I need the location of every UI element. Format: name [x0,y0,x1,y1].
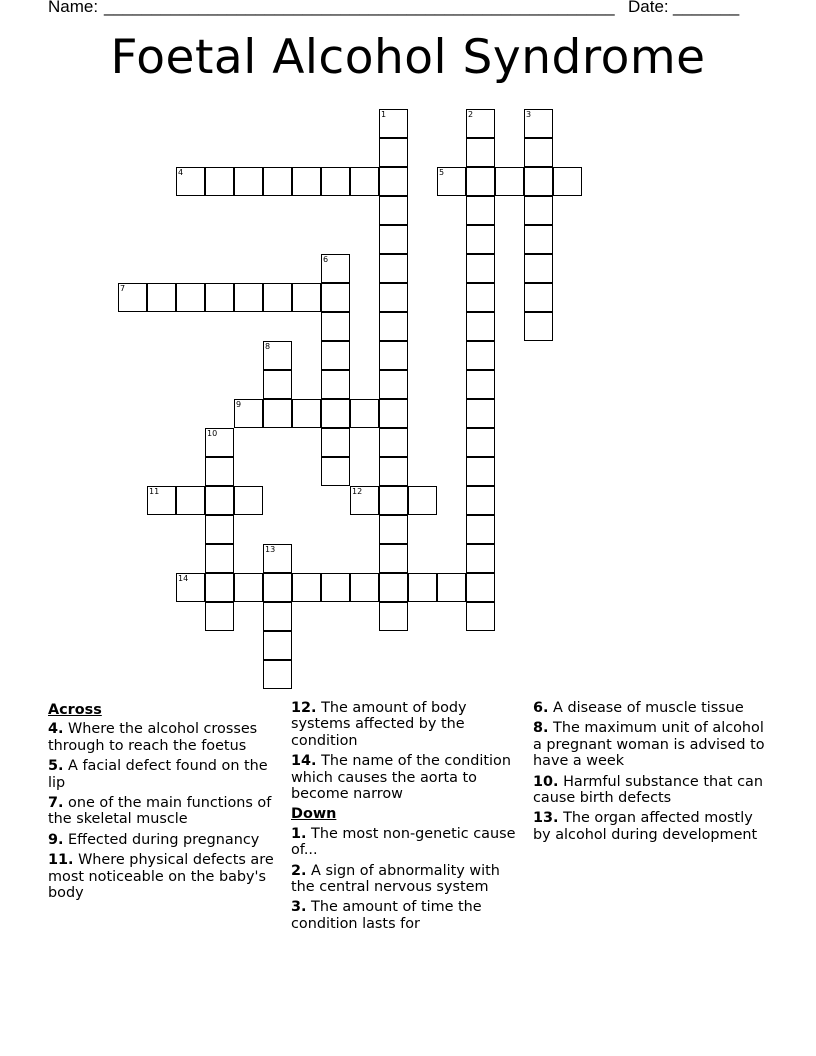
grid-cell[interactable] [321,399,350,428]
grid-cell[interactable] [379,399,408,428]
clue-number-label: 5. [48,758,64,775]
grid-cell[interactable] [176,283,205,312]
grid-cell[interactable] [350,167,379,196]
grid-cell[interactable] [466,428,495,457]
clue-item [291,753,523,802]
clue-text: Effected during pregnancy [63,831,260,848]
grid-cell[interactable] [205,428,234,457]
date-field[interactable]: _______ [673,0,740,16]
grid-cell[interactable] [176,573,205,602]
grid-cell[interactable] [205,515,234,544]
grid-cell[interactable] [524,196,553,225]
grid-cell[interactable] [524,254,553,283]
clues-column-3 [533,700,773,847]
clue-number-label: 9. [48,831,64,848]
clue-text: Where the alcohol crosses through to reach the foetus [48,721,258,754]
clue-text: A facial defect found on the lip [48,758,268,791]
grid-cell[interactable] [379,457,408,486]
grid-cell[interactable] [292,399,321,428]
grid-cell[interactable] [524,312,553,341]
clue-text: The amount of body systems affected by the condition [291,700,467,749]
clue-number: 10 [207,429,218,438]
grid-cell[interactable] [321,254,350,283]
grid-cell[interactable] [524,138,553,167]
grid-cell[interactable] [263,631,292,660]
clue-item [48,832,280,848]
grid-cell[interactable] [466,312,495,341]
grid-cell[interactable] [118,283,147,312]
grid-cell[interactable] [379,225,408,254]
grid-cell[interactable] [495,167,524,196]
grid-cell[interactable] [379,428,408,457]
grid-cell[interactable] [321,370,350,399]
grid-cell[interactable] [524,167,553,196]
grid-cell[interactable] [263,399,292,428]
clue-item [291,899,523,932]
grid-cell[interactable] [263,602,292,631]
clue-item [533,720,773,769]
grid-cell[interactable] [263,660,292,689]
grid-cell[interactable] [466,341,495,370]
clue-number-label: 14. [291,753,317,770]
grid-cell[interactable] [408,486,437,515]
grid-cell[interactable] [176,486,205,515]
grid-cell[interactable] [292,283,321,312]
grid-cell[interactable] [379,602,408,631]
grid-cell[interactable] [321,573,350,602]
clue-text: The organ affected mostly by alcohol during development [533,810,758,843]
grid-cell[interactable] [234,283,263,312]
grid-cell[interactable] [466,370,495,399]
grid-cell[interactable] [524,225,553,254]
grid-cell[interactable] [466,138,495,167]
grid-cell[interactable] [524,109,553,138]
clue-number: 2 [468,110,474,119]
clue-number: 12 [352,487,363,496]
grid-cell[interactable] [437,573,466,602]
clue-text: The maximum unit of alcohol a pregnant woman is advised to have a week [533,720,765,770]
clue-number: 11 [149,487,160,496]
grid-cell[interactable] [350,399,379,428]
grid-cell[interactable] [205,457,234,486]
grid-cell[interactable] [147,486,176,515]
down-heading: Down [291,806,337,823]
grid-cell[interactable] [292,167,321,196]
clue-number-label: 3. [291,899,307,916]
grid-cell[interactable] [466,225,495,254]
grid-cell[interactable] [466,515,495,544]
name-label: Name: [48,0,99,16]
grid-cell[interactable] [263,341,292,370]
clue-number: 14 [178,574,189,583]
grid-cell[interactable] [350,486,379,515]
grid-cell[interactable] [437,167,466,196]
page-title: Foetal Alcohol Syndrome [110,30,706,85]
grid-cell[interactable] [205,573,234,602]
clue-number-label: 11. [48,852,74,869]
clue-number: 4 [178,168,184,177]
clue-number-label: 4. [48,721,64,738]
clue-item [48,852,280,901]
grid-cell[interactable] [466,602,495,631]
clue-number: 9 [236,400,242,409]
grid-cell[interactable] [524,283,553,312]
grid-cell[interactable] [234,167,263,196]
clue-number-label: 12. [291,700,317,716]
grid-cell[interactable] [379,138,408,167]
clue-text: The name of the condition which causes the aorta to become narrow [291,753,511,803]
clue-item [291,863,523,896]
clue-number: 13 [265,545,276,554]
clue-item [48,758,280,791]
grid-cell[interactable] [147,283,176,312]
grid-cell[interactable] [205,544,234,573]
clue-number-label: 10. [533,773,559,790]
grid-cell[interactable] [379,370,408,399]
clue-number: 1 [381,110,387,119]
grid-cell[interactable] [263,544,292,573]
grid-cell[interactable] [466,457,495,486]
clue-item [533,810,773,843]
grid-cell[interactable] [466,196,495,225]
grid-cell[interactable] [379,283,408,312]
name-field[interactable]: ______________________________________________________ [104,0,615,16]
grid-cell[interactable] [321,283,350,312]
clue-item [291,826,523,859]
grid-cell[interactable] [321,457,350,486]
grid-cell[interactable] [321,167,350,196]
grid-cell[interactable] [379,486,408,515]
clue-text: Where physical defects are most noticeable on the baby's body [48,852,274,902]
grid-cell[interactable] [263,283,292,312]
grid-cell[interactable] [263,573,292,602]
grid-cell[interactable] [379,109,408,138]
clue-item [533,700,773,716]
clue-number-label: 13. [533,810,559,827]
grid-cell[interactable] [234,399,263,428]
grid-cell[interactable] [205,486,234,515]
grid-cell[interactable] [321,428,350,457]
grid-cell[interactable] [263,370,292,399]
clue-number-label: 7. [48,795,64,812]
grid-cell[interactable] [466,283,495,312]
clue-item [48,795,280,828]
grid-cell[interactable] [466,254,495,283]
grid-cell[interactable] [321,312,350,341]
grid-cell[interactable] [379,167,408,196]
clues-column-2 [291,700,523,936]
grid-cell[interactable] [466,544,495,573]
clue-item [533,774,773,807]
date-label: Date: [628,0,669,16]
grid-cell[interactable] [234,573,263,602]
grid-cell[interactable] [176,167,205,196]
grid-cell[interactable] [466,399,495,428]
clue-number: 6 [323,255,329,264]
grid-cell[interactable] [321,341,350,370]
grid-cell[interactable] [379,544,408,573]
grid-cell[interactable] [350,573,379,602]
clue-number: 8 [265,342,271,351]
grid-cell[interactable] [292,573,321,602]
clue-number: 3 [526,110,532,119]
clue-number-label: 1. [291,825,307,842]
clue-number: 7 [120,284,126,293]
clue-item [291,700,523,749]
clue-text: one of the main functions of the skeletal muscle [48,795,272,828]
grid-cell[interactable] [205,283,234,312]
grid-cell[interactable] [234,486,263,515]
clue-number-label: 8. [533,720,549,737]
grid-cell[interactable] [379,515,408,544]
grid-cell[interactable] [379,573,408,602]
grid-cell[interactable] [466,109,495,138]
clue-text: A sign of abnormality with the central nervous system [291,862,500,896]
clue-text: The amount of time the condition lasts for [291,899,482,932]
clue-text: The most non-genetic cause of... [291,825,516,859]
grid-cell[interactable] [553,167,582,196]
grid-cell[interactable] [408,573,437,602]
clue-number-label: 6. [533,700,549,716]
grid-cell[interactable] [379,341,408,370]
grid-cell[interactable] [205,167,234,196]
clue-number-label: 2. [291,862,307,879]
grid-cell[interactable] [379,254,408,283]
clue-number: 5 [439,168,445,177]
clue-item [48,721,280,754]
grid-cell[interactable] [466,486,495,515]
grid-cell[interactable] [205,602,234,631]
grid-cell[interactable] [263,167,292,196]
grid-cell[interactable] [466,573,495,602]
grid-cell[interactable] [466,167,495,196]
grid-cell[interactable] [379,312,408,341]
grid-cell[interactable] [379,196,408,225]
clue-text: Harmful substance that can cause birth defects [533,773,763,807]
clue-text: A disease of muscle tissue [548,700,744,716]
across-heading: Across [48,702,102,718]
clues-column-1 [48,700,280,905]
